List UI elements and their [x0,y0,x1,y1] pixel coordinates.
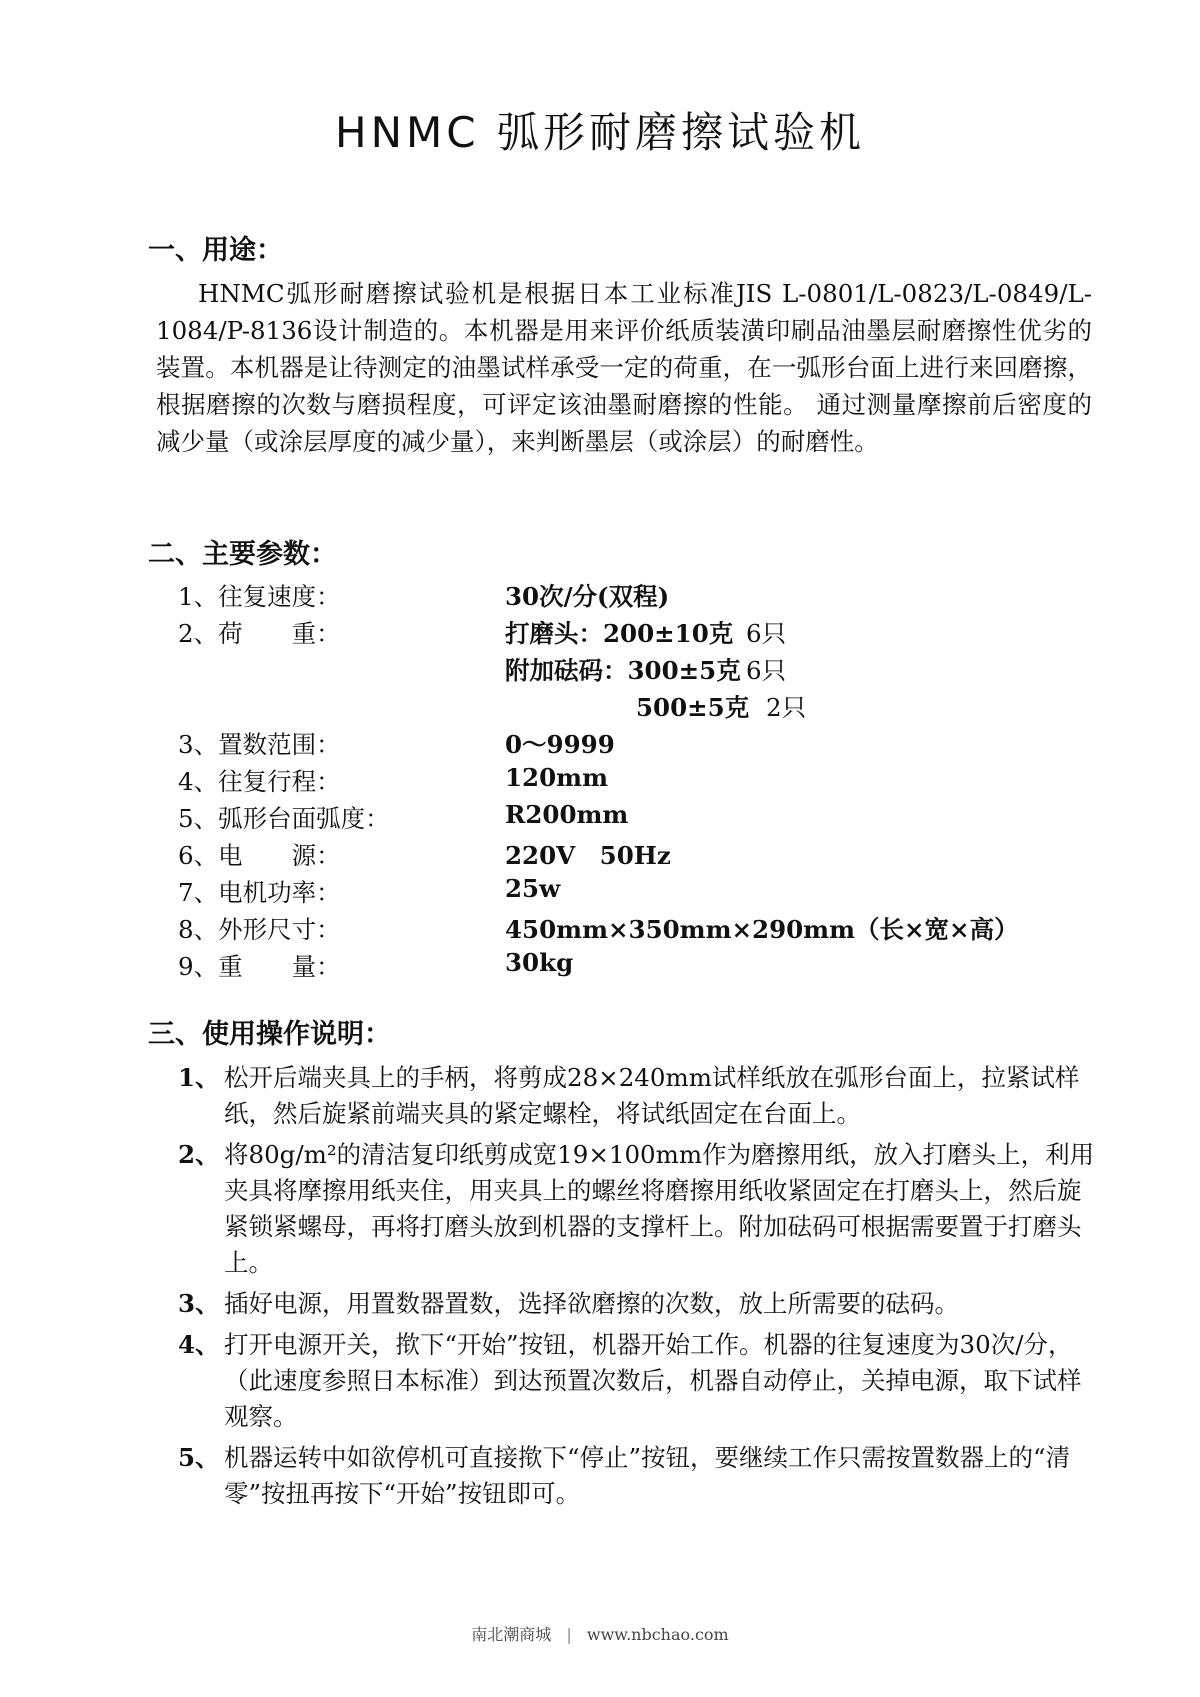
page-footer [0,1622,1200,1645]
param-value: 220V 50Hz [505,841,671,870]
param-value: 120mm [505,763,608,792]
param-value: 450mm×350mm×290mm（长×宽×高） [505,915,1019,944]
list-item [178,1137,1098,1281]
step-text: 松开后端夹具上的手柄，将剪成28×240mm试样纸放在弧形台面上，拉紧试样纸，然后旋紧前端夹具的紧定螺栓，将试纸固定在台面上。 [224,1063,1080,1128]
param-quantity: 2只 [766,693,807,722]
param-quantity: 6只 [746,656,787,685]
param-label: 2、荷 重： [178,619,341,648]
section-heading-parameters: 二、主要参数： [148,539,337,570]
param-value: 500±5克 [636,693,750,722]
usage-paragraph: HNMC弧形耐磨擦试验机是根据日本工业标准JIS L-0801/L-0823/L-0849/L-1084/P-8136设计制造的。本机器是用来评价纸质装潢印刷品油墨层耐磨擦性优劣的装置。本机器是让待测定的油墨试样承受一定的荷重，在一弧形台面上进行来回磨擦，根据磨擦的次数与磨损程度，可评定该油墨耐磨擦的性能。 通过测量摩擦前后密度的减少量（或涂层厚度的减少量），来判断墨层（或涂层）的耐磨性。 [156,279,1092,456]
param-label: 8、外形尺寸： [178,915,341,944]
step-number: 1、 [178,1063,220,1092]
step-text: 将80g/m²的清洁复印纸剪成宽19×100mm作为磨擦用纸，放入打磨头上，利用夹具将摩擦用纸夹住，用夹具上的螺丝将磨擦用纸收紧固定在打磨头上，然后旋紧锁紧螺母，再将打磨头放到机器的支撑杆上。附加砝码可根据需要置于打磨头上。 [224,1140,1095,1277]
step-text: 机器运转中如欲停机可直接揿下“停止”按钮，要继续工作只需按置数器上的“清零”按扭再按下“开始”按钮即可。 [224,1443,1071,1508]
footer-site-name: 南北潮商城 [471,1625,552,1644]
step-number: 5、 [178,1443,220,1472]
list-item [178,1327,1098,1435]
param-value: 0～9999 [505,730,615,759]
param-label: 5、弧形台面弧度： [178,804,390,833]
step-number: 3、 [178,1289,220,1318]
param-value: 附加砝码：300±5克 [505,656,741,685]
param-value: R200mm [505,800,629,829]
list-item [178,1440,1098,1512]
param-label: 4、往复行程： [178,767,341,796]
operation-list [178,1060,1098,1517]
step-number: 4、 [178,1330,220,1359]
list-item [178,1060,1098,1132]
step-text: 插好电源，用置数器置数，选择欲磨擦的次数，放上所需要的砝码。 [224,1289,959,1318]
param-label: 3、置数范围： [178,730,341,759]
param-value: 25w [505,874,561,903]
param-label: 9、重 量： [178,952,341,981]
section-heading-usage: 一、用途： [148,235,283,266]
param-value: 30次/分(双程) [505,582,670,611]
footer-separator: | [566,1625,572,1644]
step-number: 2、 [178,1140,220,1169]
param-label: 7、电机功率： [178,878,341,907]
list-item [178,1286,1098,1322]
step-text: 打开电源开关，揿下“开始”按钮，机器开始工作。机器的往复速度为30次/分，（此速度参照日本标准）到达预置次数后，机器自动停止，关掉电源，取下试样观察。 [224,1330,1082,1431]
param-quantity: 6只 [746,619,787,648]
footer-url-link[interactable]: www.nbchao.com [586,1625,729,1644]
param-value: 打磨头：200±10克 [505,619,734,648]
section-heading-operation: 三、使用操作说明： [148,1019,391,1050]
page-title: HNMC 弧形耐磨擦试验机 [335,108,865,157]
param-label: 6、电 源： [178,841,341,870]
param-label: 1、往复速度： [178,582,341,611]
param-value: 30kg [505,948,574,977]
